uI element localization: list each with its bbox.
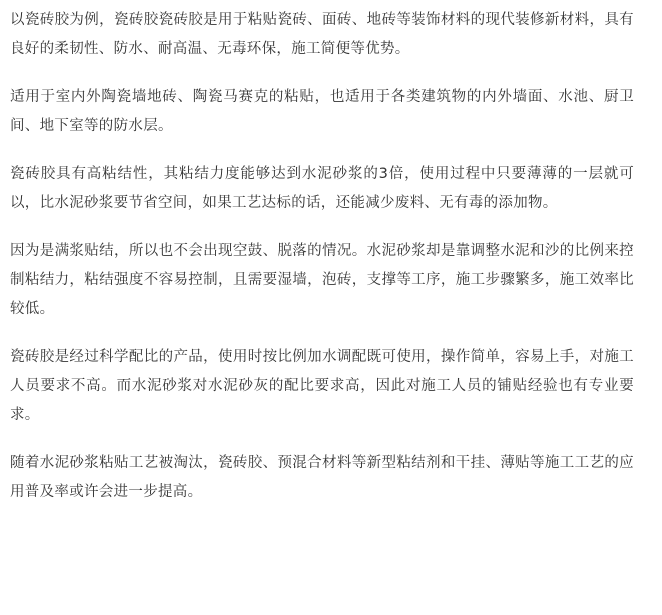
- paragraph-comparison: 因为是满浆贴结，所以也不会出现空鼓、脱落的情况。水泥砂浆却是靠调整水泥和沙的比例来控制粘结力，粘结强度不容易控制，且需要湿墙，泡砖，支撑等工序，施工步骤繁多，施工效率比较低。: [10, 243, 634, 317]
- paragraph-adhesion: 瓷砖胶具有高粘结性，其粘结力度能够达到水泥砂浆的3倍，使用过程中只要薄薄的一层就可以，比水泥砂浆要节省空间，如果工艺达标的话，还能减少废料、无有毒的添加物。: [10, 166, 634, 211]
- article-body: [10, 6, 634, 526]
- paragraph-outlook: 随着水泥砂浆粘贴工艺被淘汰，瓷砖胶、预混合材料等新型粘结剂和干挂、薄贴等施工工艺的应用普及率或许会进一步提高。: [10, 455, 634, 500]
- paragraph-intro: 以瓷砖胶为例，瓷砖胶瓷砖胶是用于粘贴瓷砖、面砖、地砖等装饰材料的现代装修新材料，具有良好的柔韧性、防水、耐高温、无毒环保，施工简便等优势。: [10, 12, 634, 57]
- paragraph-applications: 适用于室内外陶瓷墙地砖、陶瓷马赛克的粘贴，也适用于各类建筑物的内外墙面、水池、厨卫间、地下室等的防水层。: [10, 89, 634, 134]
- paragraph-ease-of-use: 瓷砖胶是经过科学配比的产品，使用时按比例加水调配既可使用，操作简单，容易上手，对施工人员要求不高。而水泥砂浆对水泥砂灰的配比要求高，因此对施工人员的铺贴经验也有专业要求。: [10, 349, 634, 423]
